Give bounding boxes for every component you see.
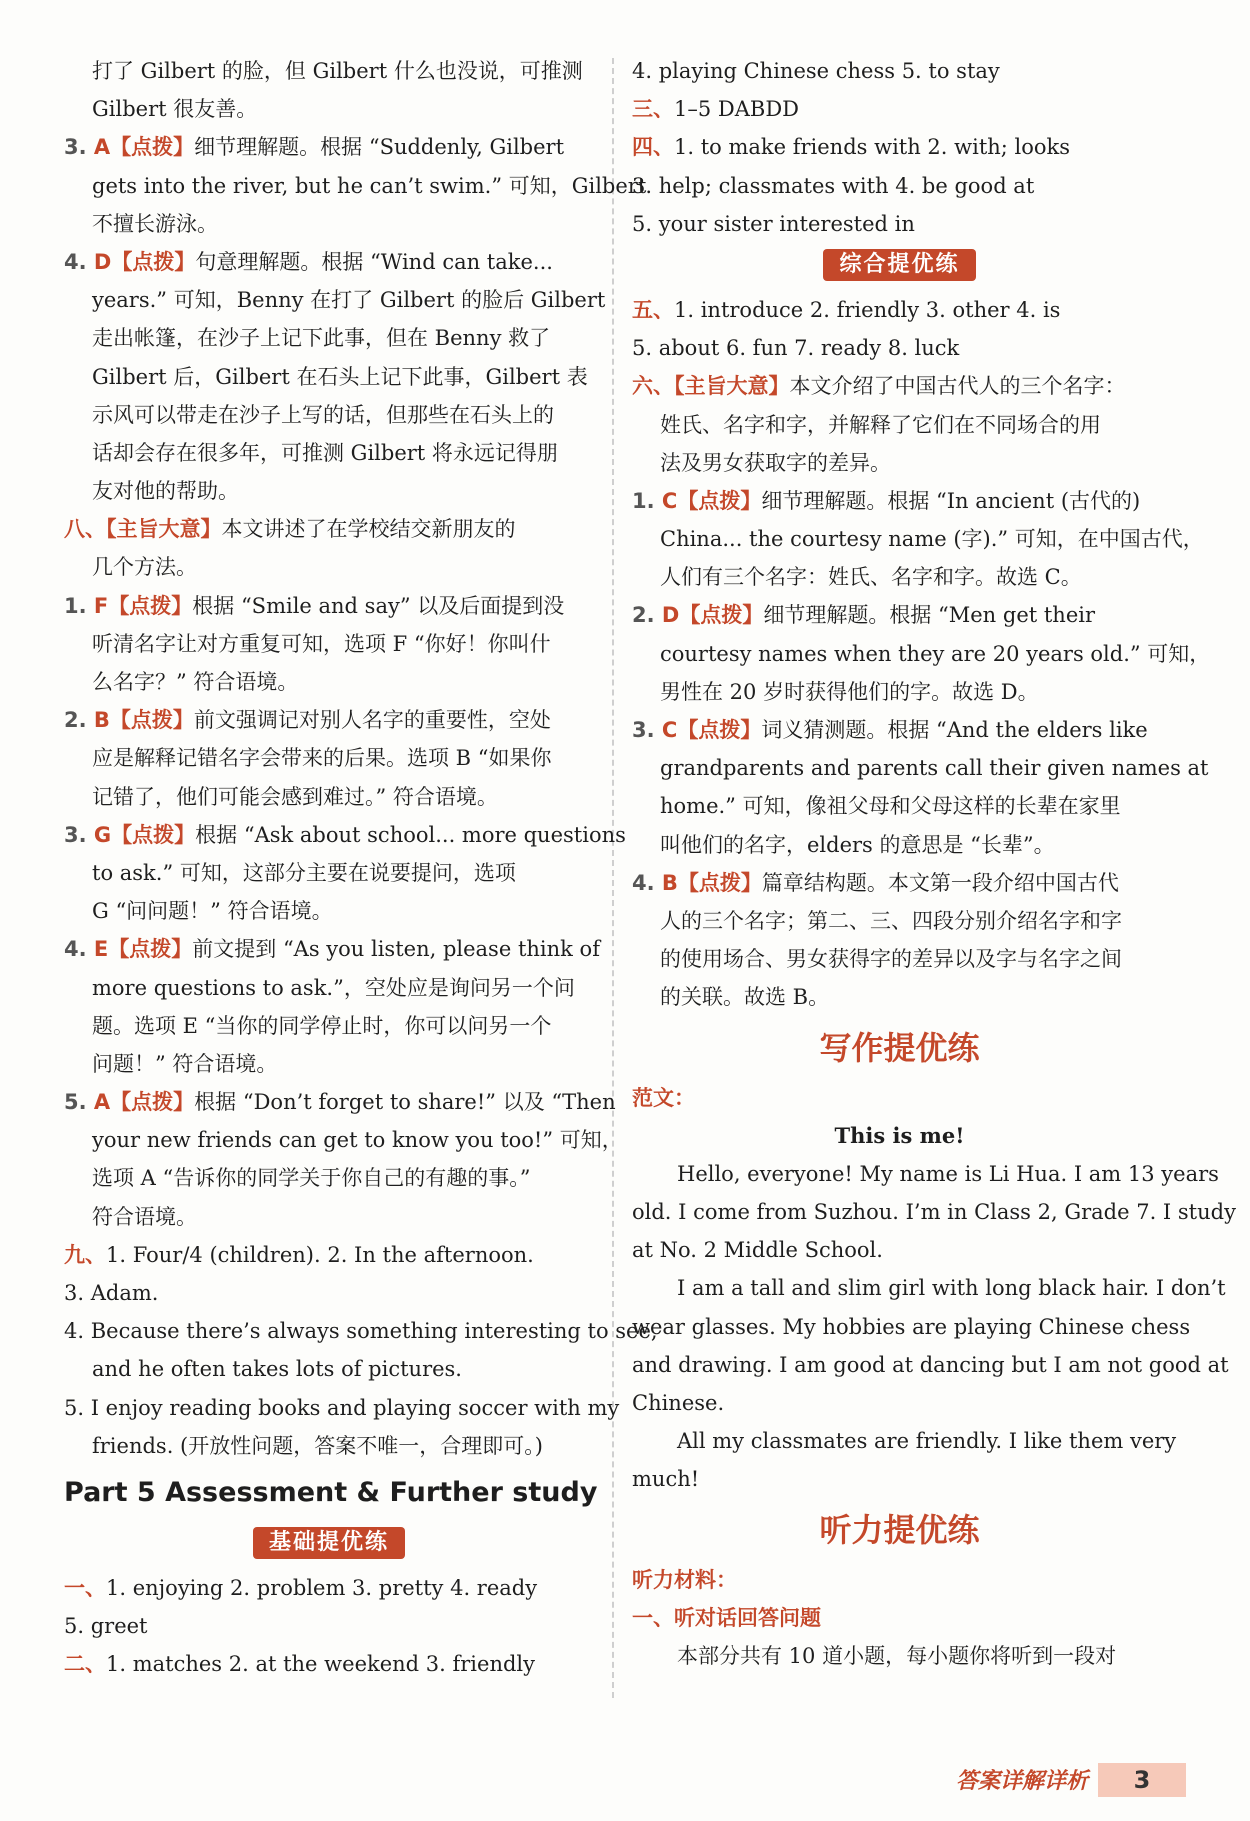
answer-line: 符合语境。 <box>92 1204 197 1229</box>
section-line <box>64 1236 594 1274</box>
answer-line: 听清名字让对方重复可知，选项 F “你好！你叫什 <box>92 631 551 656</box>
answer-line: China... the courtesy name (字).” 可知，在中国古代， <box>660 527 1204 552</box>
answer-line: 不擅长游泳。 <box>92 211 218 236</box>
part-title: Part 5 Assessment & Further study <box>64 1476 598 1508</box>
question-line <box>64 587 594 625</box>
section-marker: 一、 <box>64 1575 106 1600</box>
section-text: 1. introduce 2. friendly 3. other 4. is <box>674 297 1061 322</box>
answer-line: 3. help; classmates with 4. be good at <box>632 173 1035 198</box>
question-text: 根据 “Smile and say” 以及后面提到没 <box>192 593 565 618</box>
essay-line: at No. 2 Middle School. <box>632 1238 883 1263</box>
answer-line: to ask.” 可知，这部分主要在说要提问，选项 <box>92 860 516 885</box>
listening-section-heading: 一、听对话回答问题 <box>632 1605 821 1630</box>
answer-key: G【点拨】 <box>93 822 196 847</box>
answer-key: A【点拨】 <box>93 1090 195 1115</box>
section-text: 1. matches 2. at the weekend 3. friendly <box>106 1652 536 1677</box>
question-text: 根据 “Ask about school... more questions <box>195 822 626 847</box>
answer-line: 问题！” 符合语境。 <box>92 1051 278 1076</box>
answer-line: 4. playing Chinese chess 5. to stay <box>632 59 1000 83</box>
answer-line: 4. Because there’s always something interesting to see, <box>64 1319 658 1344</box>
answer-line: gets into the river, but he can’t swim.” 可知，Gilbert <box>92 173 647 198</box>
section-text: 1–5 DABDD <box>674 97 800 122</box>
answer-line: your new friends can get to know you too!” 可知， <box>92 1128 623 1153</box>
section-marker: 六、【主旨大意】 <box>632 374 790 399</box>
banner-comprehensive <box>632 243 1167 291</box>
question-number: 4. <box>64 937 94 962</box>
left-answer-lines <box>64 52 658 1465</box>
section-text: 本文讲述了在学校结交新朋友的 <box>221 517 516 542</box>
answer-line: 姓氏、名字和字，并解释了它们在不同场合的用 <box>660 412 1101 437</box>
answer-key: F【点拨】 <box>93 593 193 618</box>
question-number: 4. <box>632 870 662 895</box>
question-text: 前文提到 “As you listen, please think of <box>192 937 600 962</box>
answer-line: Gilbert 很友善。 <box>92 97 258 122</box>
answer-line: G “问问题！” 符合语境。 <box>92 899 333 924</box>
question-line <box>64 1083 616 1121</box>
answer-line: 么名字？” 符合语境。 <box>92 670 299 694</box>
answer-key: D【点拨】 <box>661 603 764 628</box>
answer-key: B【点拨】 <box>661 870 762 895</box>
essay-body <box>632 1155 1236 1499</box>
essay-line: much! <box>632 1467 700 1492</box>
section-line <box>632 291 1167 329</box>
left-column <box>64 52 658 1684</box>
answer-line: 友对他的帮助。 <box>92 479 239 504</box>
question-text: 篇章结构题。本文第一段介绍中国古代 <box>761 870 1119 895</box>
answer-key: D【点拨】 <box>93 249 196 274</box>
section-line <box>632 128 1167 166</box>
banner-comprehensive-label: 综合提优练 <box>823 249 975 281</box>
answer-line: home.” 可知，像祖父母和父母这样的长辈在家里 <box>660 794 1121 819</box>
answer-line: 几个方法。 <box>92 555 197 580</box>
answer-line: more questions to ask.”，空处应是询问另一个问 <box>92 975 575 1000</box>
answer-key: C【点拨】 <box>661 718 762 742</box>
section-marker: 五、 <box>632 297 674 322</box>
writing-section-title: 写作提优练 <box>819 1028 980 1067</box>
column-divider <box>612 58 614 1698</box>
answer-line: 的使用场合、男女获得字的差异以及字与名字之间 <box>660 947 1122 972</box>
section-line <box>632 367 1167 405</box>
answer-line: friends. (开放性问题，答案不唯一，合理即可。) <box>92 1433 543 1458</box>
answer-line: 应是解释记错名字会带来的后果。选项 B “如果你 <box>92 746 552 771</box>
answer-line: 人们有三个名字：姓氏、名字和字。故选 C。 <box>660 565 1082 590</box>
answer-line: 选项 A “告诉你的同学关于你自己的有趣的事。” <box>92 1166 531 1191</box>
answer-line: grandparents and parents call their given names at <box>660 756 1209 781</box>
page-footer <box>956 1763 1186 1797</box>
right-top-lines <box>632 52 1167 243</box>
section-line <box>64 1569 594 1607</box>
sample-label: 范文： <box>632 1085 695 1110</box>
section-text: 1. to make friends with 2. with; looks <box>674 135 1071 160</box>
question-number: 1. <box>632 488 662 513</box>
answer-line: and he often takes lots of pictures. <box>92 1357 462 1382</box>
question-line <box>632 596 1167 634</box>
footer-title: 答案详解详析 <box>955 1769 1088 1794</box>
right-mid-lines <box>632 291 1211 1017</box>
section-line <box>64 1645 594 1683</box>
question-line <box>64 930 600 968</box>
question-number: 4. <box>64 249 94 274</box>
answer-line: years.” 可知，Benny 在打了 Gilbert 的脸后 Gilbert <box>92 288 606 313</box>
right-column <box>632 52 1236 1675</box>
essay-line: All my classmates are friendly. I like them very <box>677 1429 1177 1454</box>
left-bottom-lines <box>64 1569 594 1684</box>
question-number: 5. <box>64 1090 94 1115</box>
answer-line: 示风可以带走在沙子上写的话，但那些在石头上的 <box>92 402 554 427</box>
page-number: 3 <box>1098 1763 1186 1797</box>
question-line <box>632 864 1167 902</box>
listening-section-title: 听力提优练 <box>819 1510 980 1549</box>
answer-key: B【点拨】 <box>93 708 194 733</box>
section-text: 1. Four/4 (children). 2. In the afternoon. <box>106 1242 534 1267</box>
question-line <box>64 701 594 739</box>
answer-key: C【点拨】 <box>661 488 762 513</box>
question-number: 2. <box>64 708 94 733</box>
question-number: 3. <box>64 135 94 160</box>
section-marker: 二、 <box>64 1652 106 1677</box>
section-text: 本文介绍了中国古代人的三个名字： <box>789 374 1126 399</box>
answer-line: 法及男女获取字的差异。 <box>660 450 891 475</box>
section-marker: 三、 <box>632 97 674 122</box>
listening-label: 听力材料： <box>632 1567 737 1592</box>
answer-key: A【点拨】 <box>93 135 195 160</box>
answer-line: Gilbert 后，Gilbert 在石头上记下此事，Gilbert 表 <box>92 364 588 389</box>
answer-line: 5. I enjoy reading books and playing soccer with my <box>64 1395 620 1420</box>
section-marker: 九、 <box>64 1242 106 1267</box>
banner-basic <box>64 1521 594 1569</box>
essay-line: I am a tall and slim girl with long black hair. I don’t <box>677 1276 1226 1301</box>
question-text: 细节理解题。根据 “Men get their <box>763 603 1096 628</box>
question-text: 细节理解题。根据 “Suddenly, Gilbert <box>194 135 565 160</box>
question-line <box>632 711 1167 749</box>
section-marker: 四、 <box>632 135 674 160</box>
question-number: 3. <box>632 718 662 742</box>
answer-line: 题。选项 E “当你的同学停止时，你可以问另一个 <box>92 1013 552 1038</box>
answer-line: 5. about 6. fun 7. ready 8. luck <box>632 336 960 361</box>
essay-line: Hello, everyone! My name is Li Hua. I am 13 years <box>677 1161 1219 1186</box>
answer-line: 记错了，他们可能会感到难过。” 符合语境。 <box>92 784 498 809</box>
answer-line: 3. Adam. <box>64 1281 159 1305</box>
essay-line: Chinese. <box>632 1391 725 1415</box>
answer-key: E【点拨】 <box>93 937 193 962</box>
question-text: 词义猜测题。根据 “And the elders like <box>761 718 1148 742</box>
essay-title: This is me! <box>834 1122 965 1148</box>
question-text: 根据 “Don’t forget to share!” 以及 “Then <box>194 1090 616 1115</box>
answer-line: 打了 Gilbert 的脸，但 Gilbert 什么也没说，可推测 <box>92 59 583 83</box>
question-text: 句意理解题。根据 “Wind can take... <box>195 249 553 274</box>
listening-text: 本部分共有 10 道小题，每小题你将听到一段对 <box>677 1643 1117 1668</box>
answer-line: 的关联。故选 B。 <box>660 985 830 1010</box>
question-number: 2. <box>632 603 662 628</box>
section-line <box>632 90 1167 128</box>
question-number: 1. <box>64 593 94 618</box>
question-number: 3. <box>64 822 94 847</box>
answer-line: 男性在 20 岁时获得他们的字。故选 D。 <box>660 679 1039 704</box>
essay-line: and drawing. I am good at dancing but I am not good at <box>632 1352 1229 1377</box>
essay-line: wear glasses. My hobbies are playing Chinese chess <box>632 1314 1191 1339</box>
essay-line: old. I come from Suzhou. I’m in Class 2, Grade 7. I study <box>632 1200 1236 1225</box>
question-text: 前文强调记对别人名字的重要性，空处 <box>193 708 551 733</box>
answer-line: 5. greet <box>64 1614 148 1639</box>
question-line <box>64 243 594 281</box>
answer-line: 走出帐篷，在沙子上记下此事，但在 Benny 救了 <box>92 326 551 351</box>
answer-line: courtesy names when they are 20 years old.” 可知， <box>660 641 1211 666</box>
question-line <box>64 128 594 166</box>
section-text: 1. enjoying 2. problem 3. pretty 4. ready <box>106 1575 538 1600</box>
section-marker: 八、【主旨大意】 <box>64 517 222 542</box>
answer-line: 话却会存在很多年，可推测 Gilbert 将永远记得朋 <box>92 440 558 465</box>
section-line <box>64 510 594 548</box>
answer-line: 5. your sister interested in <box>632 211 915 236</box>
banner-basic-label: 基础提优练 <box>253 1527 405 1559</box>
question-line <box>64 816 626 854</box>
answer-line: 人的三个名字；第二、三、四段分别介绍名字和字 <box>660 908 1122 933</box>
answer-line: 叫他们的名字，elders 的意思是 “长辈”。 <box>660 832 1055 857</box>
question-line <box>632 482 1167 520</box>
question-text: 细节理解题。根据 “In ancient (古代的) <box>761 488 1141 513</box>
